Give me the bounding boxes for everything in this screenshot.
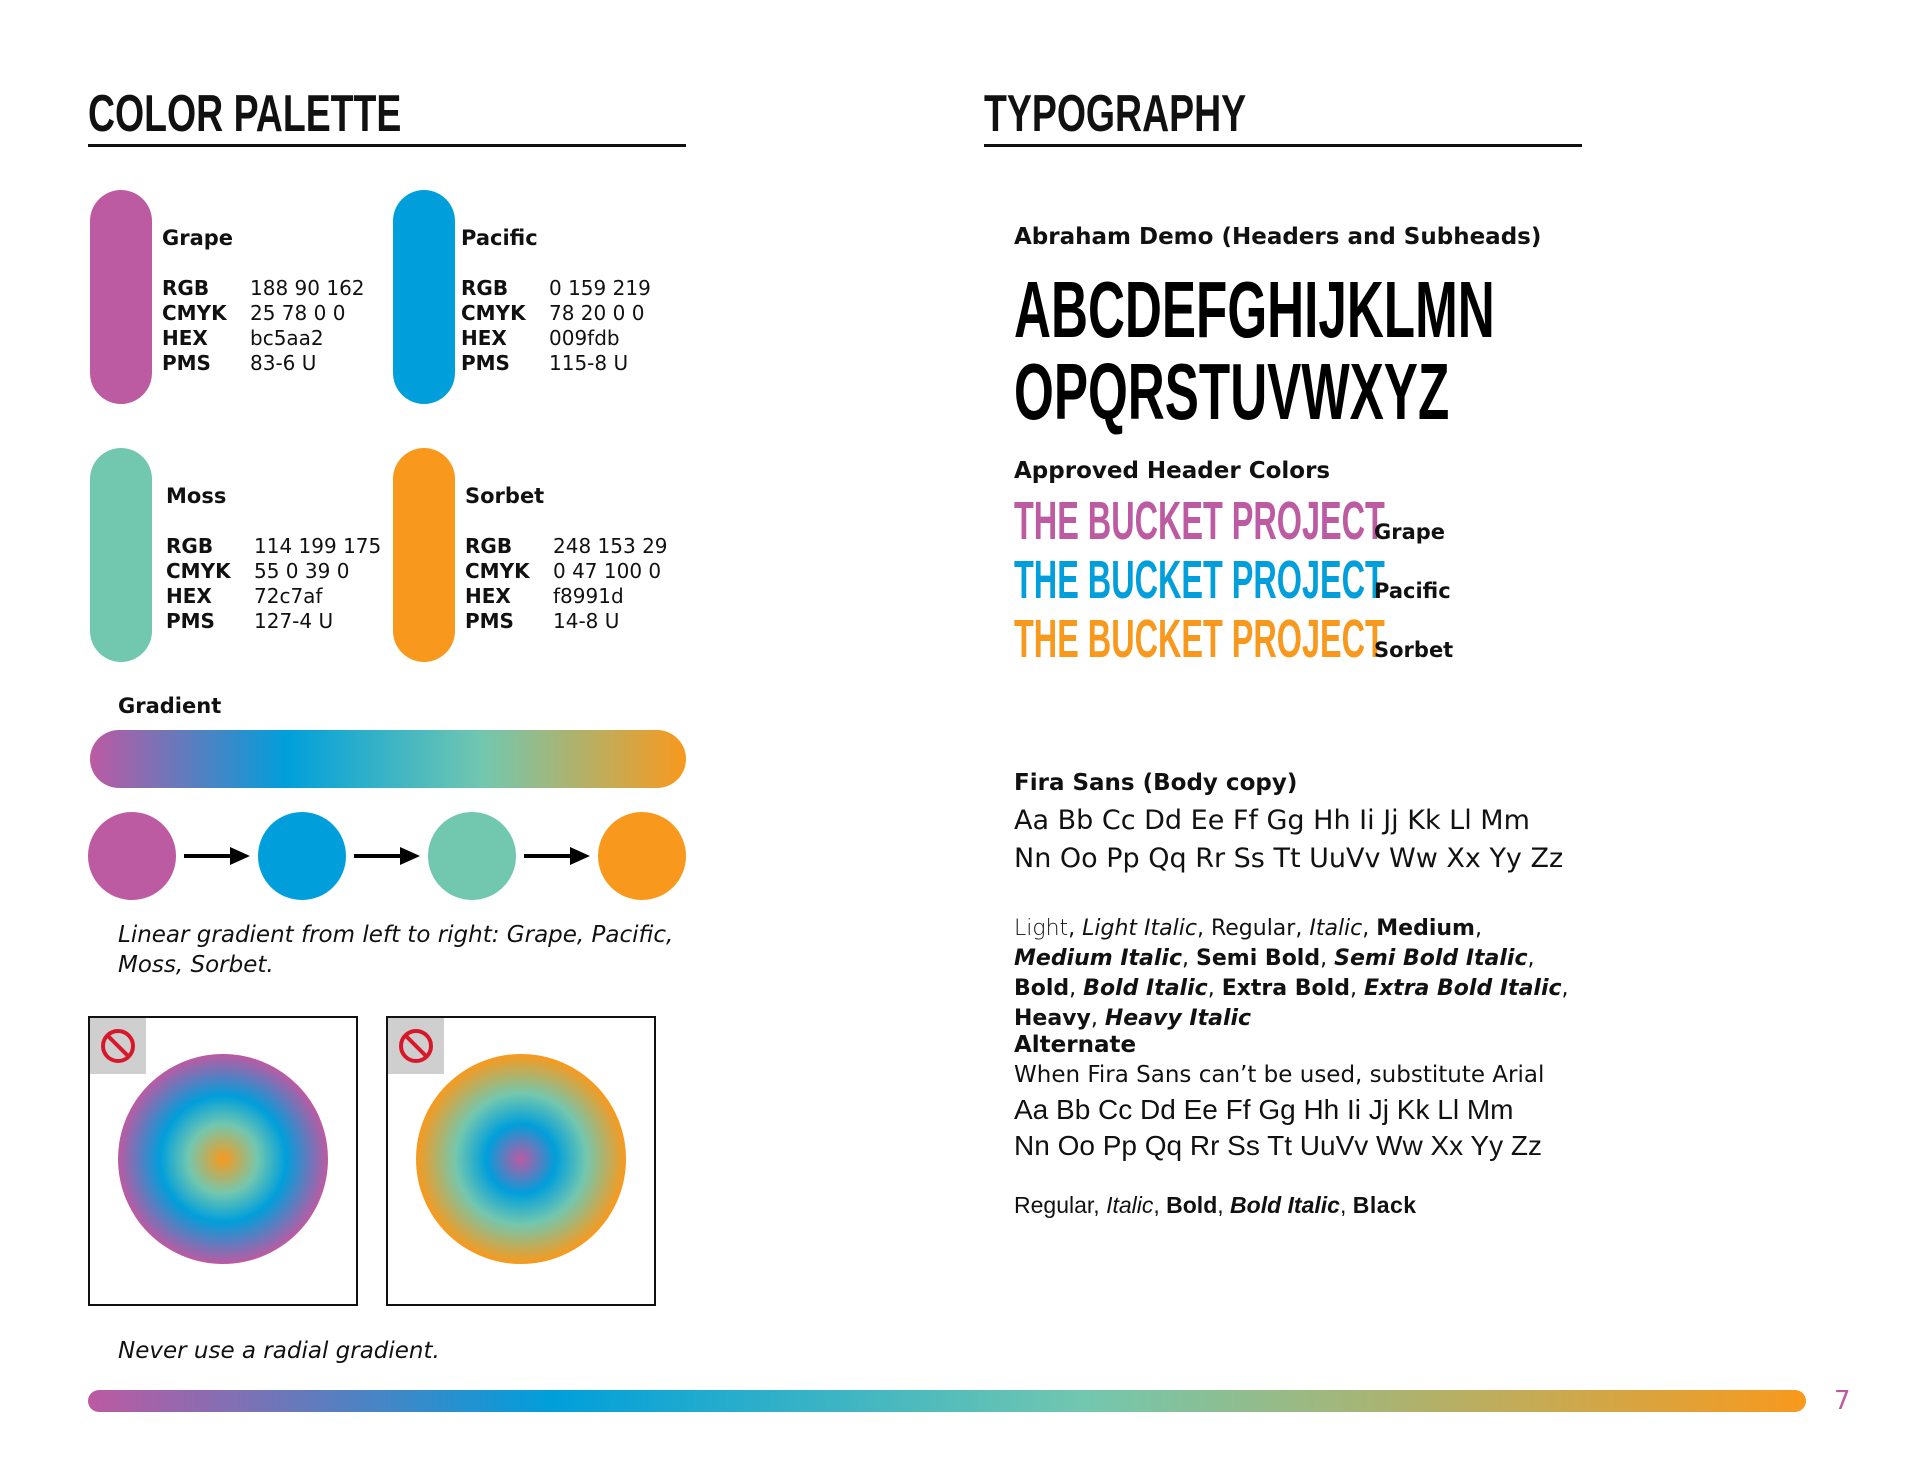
weight-extra-bold: Extra Bold (1221, 976, 1350, 1001)
alt-weight-bold: Bold (1166, 1192, 1218, 1218)
arrow-right-icon (354, 846, 420, 866)
body-weights: Light, Light Italic, Regular, Italic, Medium, Medium Italic, Semi Bold, Semi Bold Italic, Bold, Bold Italic, Extra Bold, Extra Bold Italic, Heavy, Heavy Italic (1014, 916, 1569, 1031)
prohibited-icon (90, 1018, 146, 1074)
bucket-project-pacific: THE BUCKET PROJECT (1014, 550, 1385, 610)
pacific-circle (258, 812, 346, 900)
weight-heavy-italic: Heavy Italic (1104, 1006, 1252, 1031)
arrow-right-icon (524, 846, 590, 866)
spec-label: CMYK (465, 559, 530, 583)
alphabet-line-1: ABCDEFGHIJKLMN (1014, 265, 1495, 354)
spec-label: HEX (461, 326, 507, 350)
body-alphabet-line-1: Aa Bb Cc Dd Ee Ff Gg Hh Ii Jj Kk Ll Mm (1014, 805, 1530, 836)
approved-colors-label: Approved Header Colors (1014, 458, 1331, 484)
weight-heavy: Heavy (1014, 1006, 1091, 1031)
spec-label: RGB (162, 276, 210, 300)
weight-bold-italic: Bold Italic (1083, 976, 1208, 1001)
sorbet-rgb: 248 153 29 (553, 534, 668, 558)
weight-medium-italic: Medium Italic (1014, 946, 1183, 971)
spec-label: CMYK (461, 301, 526, 325)
spec-label: CMYK (162, 301, 227, 325)
spec-label: PMS (465, 609, 514, 633)
typography-rule (984, 144, 1582, 147)
alt-weight-bold-italic: Bold Italic (1230, 1192, 1340, 1218)
moss-hex: 72c7af (254, 584, 323, 608)
sorbet-hex: f8991d (553, 584, 624, 608)
gradient-label: Gradient (118, 694, 222, 718)
weight-light-italic: Light Italic (1082, 916, 1197, 941)
moss-cmyk: 55 0 39 0 (254, 559, 350, 583)
body-font-label: Fira Sans (Body copy) (1014, 770, 1298, 796)
alternate-alphabet (1014, 1092, 1542, 1164)
spec-label: PMS (166, 609, 215, 633)
sorbet-circle (598, 812, 686, 900)
grape-specs (162, 276, 365, 376)
alternate-alphabet-line-2: Nn Oo Pp Qq Rr Ss Tt UuVv Ww Xx Yy Zz (1014, 1130, 1542, 1161)
linear-gradient-bar (90, 730, 686, 788)
page-number: 7 (1834, 1386, 1851, 1416)
color-palette-title: COLOR PALETTE (88, 85, 402, 143)
moss-rgb: 114 199 175 (254, 534, 382, 558)
pacific-cmyk: 78 20 0 0 (549, 301, 645, 325)
sample-color-name-pacific: Pacific (1374, 579, 1451, 603)
alt-weight-black: Black (1352, 1192, 1417, 1218)
bucket-project-grape: THE BUCKET PROJECT (1014, 491, 1385, 551)
prohibited-icon (388, 1018, 444, 1074)
grape-name: Grape (162, 226, 234, 250)
gradient-caption: Linear gradient from left to right: Grape, Pacific, Moss, Sorbet. (118, 922, 674, 978)
spec-label: RGB (166, 534, 214, 558)
moss-specs (166, 534, 381, 634)
grape-cmyk: 25 78 0 0 (250, 301, 346, 325)
spec-label: HEX (465, 584, 511, 608)
alternate-label: Alternate (1014, 1032, 1137, 1058)
weight-bold: Bold (1014, 976, 1070, 1001)
sample-color-name-grape: Grape (1374, 520, 1446, 544)
footer-gradient-bar (88, 1390, 1806, 1412)
radial-example-1 (88, 1016, 358, 1306)
pacific-pms: 115-8 U (549, 351, 629, 375)
weight-semi-bold-italic: Semi Bold Italic (1334, 946, 1528, 971)
weight-italic: Italic (1309, 916, 1363, 941)
sample-color-name-sorbet: Sorbet (1374, 638, 1454, 662)
spec-label: PMS (461, 351, 510, 375)
sorbet-cmyk: 0 47 100 0 (553, 559, 662, 583)
radial-gradient-circle (118, 1054, 328, 1264)
grape-circle (88, 812, 176, 900)
weight-medium: Medium (1376, 916, 1475, 941)
alt-weight-regular: Regular (1014, 1192, 1094, 1218)
typography-title: TYPOGRAPHY (984, 85, 1247, 143)
pacific-specs (461, 276, 651, 376)
radial-example-2 (386, 1016, 656, 1306)
pacific-swatch (393, 190, 455, 404)
weight-regular: Regular (1210, 916, 1296, 941)
sorbet-swatch (393, 448, 455, 662)
grape-swatch (90, 190, 152, 404)
color-palette-rule (88, 144, 686, 147)
alternate-alphabet-line-1: Aa Bb Cc Dd Ee Ff Gg Hh Ii Jj Kk Ll Mm (1014, 1094, 1514, 1125)
weight-semi-bold: Semi Bold (1196, 946, 1321, 971)
pacific-rgb: 0 159 219 (549, 276, 651, 300)
bucket-project-sorbet: THE BUCKET PROJECT (1014, 609, 1385, 669)
spec-label: HEX (162, 326, 208, 350)
body-alphabet (1014, 802, 1563, 878)
sorbet-specs (465, 534, 668, 634)
moss-pms: 127-4 U (254, 609, 334, 633)
spec-label: HEX (166, 584, 212, 608)
spec-label: RGB (461, 276, 509, 300)
pacific-name: Pacific (461, 226, 538, 250)
grape-hex: bc5aa2 (250, 326, 324, 350)
body-alphabet-line-2: Nn Oo Pp Qq Rr Ss Tt UuVv Ww Xx Yy Zz (1014, 843, 1564, 874)
radial-caption: Never use a radial gradient. (118, 1338, 440, 1364)
spec-label: RGB (465, 534, 513, 558)
radial-gradient-circle (416, 1054, 626, 1264)
alphabet-line-2: OPQRSTUVWXYZ (1014, 347, 1450, 436)
weight-light: Light (1014, 916, 1069, 941)
alt-weight-italic: Italic (1106, 1192, 1154, 1218)
arrow-right-icon (184, 846, 250, 866)
weight-extra-bold-italic: Extra Bold Italic (1363, 976, 1562, 1001)
spec-label: PMS (162, 351, 211, 375)
alternate-weights: Regular, Italic, Bold, Bold Italic, Black (1014, 1192, 1417, 1218)
header-font-label: Abraham Demo (Headers and Subheads) (1014, 224, 1542, 250)
sorbet-name: Sorbet (465, 484, 545, 508)
moss-swatch (90, 448, 152, 662)
alternate-note: When Fira Sans can’t be used, substitute Arial (1014, 1062, 1545, 1088)
moss-name: Moss (166, 484, 227, 508)
pacific-hex: 009fdb (549, 326, 620, 350)
grape-rgb: 188 90 162 (250, 276, 365, 300)
sorbet-pms: 14-8 U (553, 609, 620, 633)
moss-circle (428, 812, 516, 900)
spec-label: CMYK (166, 559, 231, 583)
grape-pms: 83-6 U (250, 351, 317, 375)
